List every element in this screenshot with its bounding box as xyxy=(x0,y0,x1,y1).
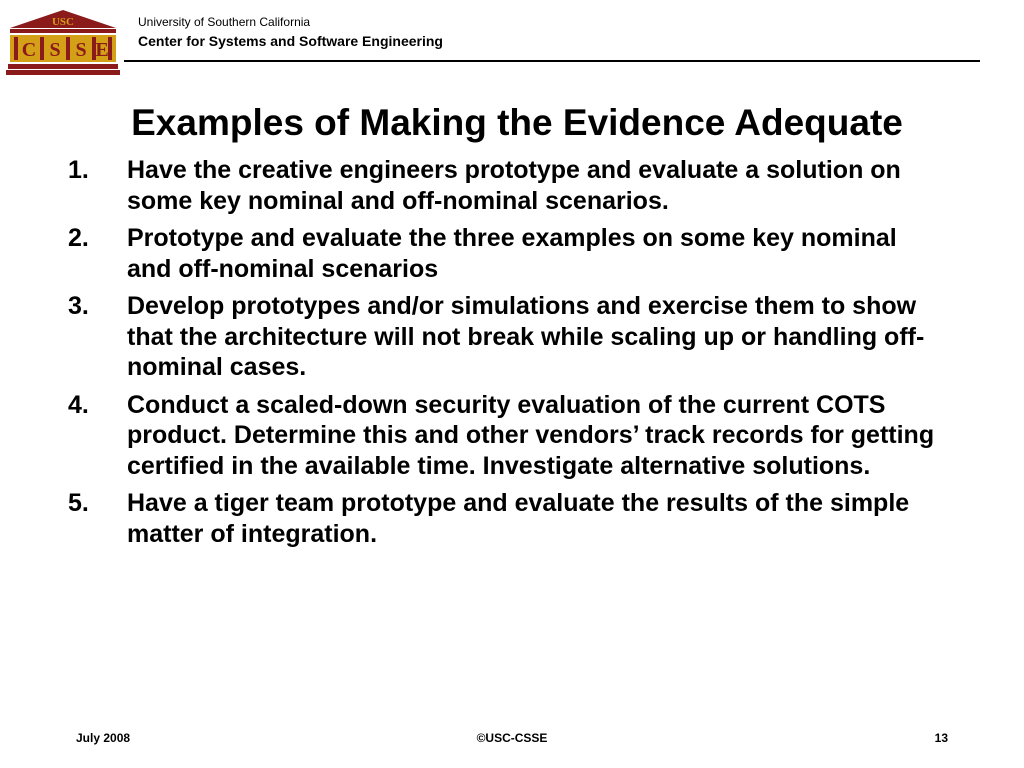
logo-letter: S xyxy=(49,39,61,61)
numbered-list xyxy=(68,155,948,556)
item-text: Conduct a scaled-down security evaluation of the current COTS product. Determine this and other vendors’ track records for getting certified in the available time. Investigate alternative solutions. xyxy=(127,390,935,480)
list-item xyxy=(68,223,948,284)
logo-usc-text: USC xyxy=(51,16,75,28)
item-text: Have the creative engineers prototype and evaluate a solution on some key nominal and off-nominal scenarios. xyxy=(127,156,901,215)
item-text: Develop prototypes and/or simulations and exercise them to show that the architecture will not break while scaling up or handling off-nominal cases. xyxy=(127,292,925,381)
page-number: 13 xyxy=(934,731,948,745)
item-number: 5. xyxy=(68,489,89,517)
usc-csse-logo xyxy=(6,8,120,76)
list-item xyxy=(68,488,948,549)
item-number: 1. xyxy=(68,156,89,184)
item-text: Have a tiger team prototype and evaluate the results of the simple matter of integration. xyxy=(127,489,910,548)
university-name: University of Southern California xyxy=(138,15,311,29)
slide-title: Examples of Making the Evidence Adequate xyxy=(131,102,903,143)
organization-header xyxy=(138,15,443,51)
footer-date: July 2008 xyxy=(76,731,131,745)
item-text: Prototype and evaluate the three examples on some key nominal and off-nominal scenarios xyxy=(127,224,897,283)
logo-graphic xyxy=(6,8,120,76)
header-divider xyxy=(124,60,980,62)
logo-letter: E xyxy=(95,39,109,61)
logo-letter: C xyxy=(21,39,37,61)
footer-copyright: ©USC-CSSE xyxy=(476,731,548,745)
logo-letter: S xyxy=(75,39,87,61)
item-number: 3. xyxy=(68,292,89,320)
list-item xyxy=(68,390,948,482)
item-number: 4. xyxy=(68,390,89,419)
list-item xyxy=(68,291,948,383)
list-item xyxy=(68,155,948,216)
center-name: Center for Systems and Software Engineering xyxy=(138,33,443,49)
item-number: 2. xyxy=(68,224,89,252)
